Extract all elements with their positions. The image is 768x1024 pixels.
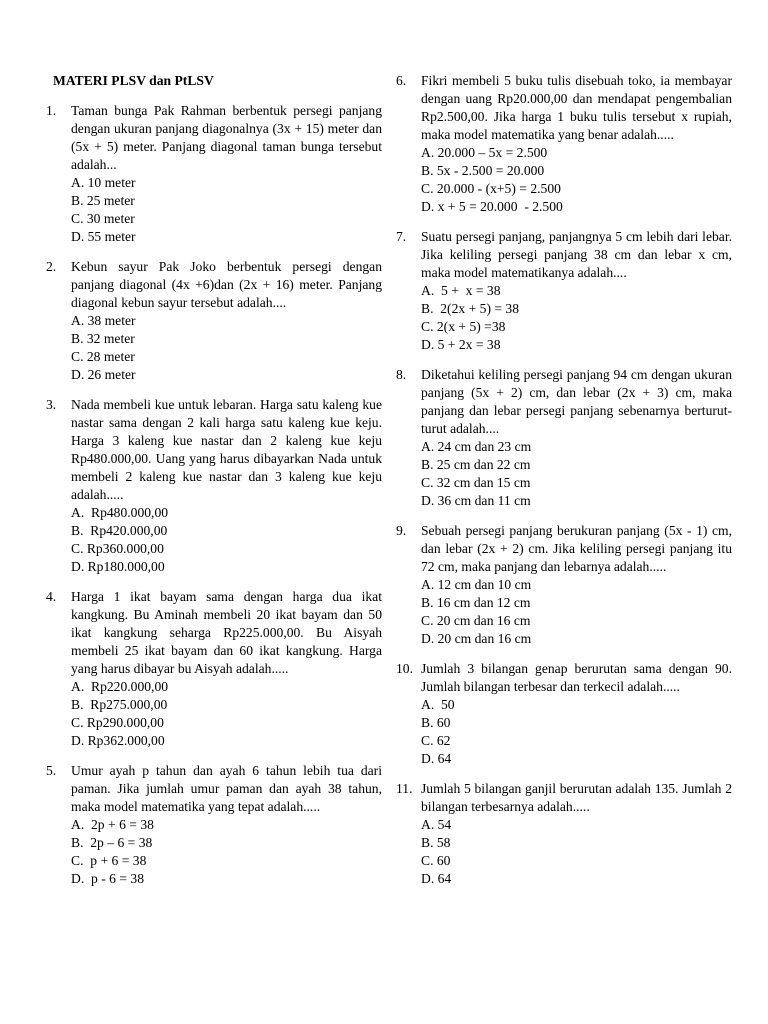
question-stem: Suatu persegi panjang, panjangnya 5 cm lebih dari lebar. Jika keliling persegi panjang 38 cm dan lebar x cm, maka model matematikanya adalah....: [421, 229, 732, 280]
answer-option: A. 38 meter: [71, 313, 136, 328]
answer-option: B. 32 meter: [71, 331, 135, 346]
question-number: 7.: [396, 229, 407, 244]
answer-option: C. Rp360.000,00: [71, 541, 164, 556]
answer-option: A. 20.000 – 5x = 2.500: [421, 145, 548, 160]
question-11: [396, 780, 732, 888]
answer-option: D. 5 + 2x = 38: [421, 337, 501, 352]
answer-option: D. 64: [421, 871, 452, 886]
question-body: [71, 762, 382, 888]
answer-option: D. 55 meter: [71, 229, 136, 244]
answer-option: B. 60: [421, 715, 451, 730]
question-list-right: [396, 72, 732, 888]
question-number: 5.: [46, 763, 57, 778]
answer-option: C. 2(x + 5) =38: [421, 319, 506, 334]
answer-option: C. p + 6 = 38: [71, 853, 147, 868]
question-4: [46, 588, 382, 750]
question-body: [71, 588, 382, 750]
answer-option: B. 25 cm dan 22 cm: [421, 457, 531, 472]
question-stem: Kebun sayur Pak Joko berbentuk persegi dengan panjang diagonal (4x +6)dan (2x + 16) meter. Panjang diagonal kebun sayur tersebut adalah....: [71, 259, 382, 310]
answer-option: A. Rp480.000,00: [71, 505, 169, 520]
question-stem: Nada membeli kue untuk lebaran. Harga satu kaleng kue nastar sama dengan 2 kali harga satu kaleng kue keju. Harga 3 kaleng kue nastar dan 2 kaleng kue keju Rp480.000,00. Uang yang harus dibayarkan Nada untuk membeli 2 kaleng kue nastar dan 3 kaleng kue keju adalah.....: [71, 397, 382, 502]
right-column: [396, 72, 732, 900]
answer-option: A. 54: [421, 817, 452, 832]
answer-option: B. Rp275.000,00: [71, 697, 168, 712]
question-1: [46, 102, 382, 246]
question-body: [71, 396, 382, 576]
answer-option: D. 64: [421, 751, 452, 766]
page-title: MATERI PLSV dan PtLSV: [53, 73, 214, 88]
answer-option: C. 20 cm dan 16 cm: [421, 613, 531, 628]
question-body: [421, 522, 732, 648]
question-stem: Diketahui keliling persegi panjang 94 cm dengan ukuran panjang (5x + 2) cm, dan lebar (2x + 3) cm, maka panjang dan lebar persegi panjang sebenarnya berturut-turut adalah....: [421, 367, 732, 436]
answer-option: C. 32 cm dan 15 cm: [421, 475, 531, 490]
question-stem: Jumlah 5 bilangan ganjil berurutan adalah 135. Jumlah 2 bilangan terbesarnya adalah.....: [421, 781, 732, 814]
answer-option: D. 20 cm dan 16 cm: [421, 631, 532, 646]
answer-option: A. 50: [421, 697, 455, 712]
question-10: [396, 660, 732, 768]
question-body: [421, 72, 732, 216]
question-9: [396, 522, 732, 648]
question-stem: Jumlah 3 bilangan genap berurutan sama dengan 90. Jumlah bilangan terbesar dan terkecil adalah.....: [421, 661, 732, 694]
question-stem: Fikri membeli 5 buku tulis disebuah toko, ia membayar dengan uang Rp20.000,00 dan mendapat pengembalian Rp2.500,00. Jika harga 1 buku tulis tersebut x rupiah, maka model matematika yang benar adalah.....: [421, 73, 732, 142]
answer-option: A. 5 + x = 38: [421, 283, 501, 298]
answer-option: A. 2p + 6 = 38: [71, 817, 154, 832]
answer-option: B. 2(2x + 5) = 38: [421, 301, 520, 316]
question-body: [421, 366, 732, 510]
question-3: [46, 396, 382, 576]
answer-option: B. 16 cm dan 12 cm: [421, 595, 531, 610]
question-number: 9.: [396, 523, 407, 538]
left-column: [46, 72, 382, 900]
question-2: [46, 258, 382, 384]
question-body: [421, 780, 732, 888]
question-stem: Harga 1 ikat bayam sama dengan harga dua ikat kangkung. Bu Aminah membeli 20 ikat bayam dan 50 ikat kangkung seharga Rp225.000,00. Bu Aisyah membeli 25 ikat bayam dan 60 ikat kangkung. Harga yang harus dibayar bu Aisyah adalah.....: [71, 589, 382, 676]
question-number: 2.: [46, 259, 57, 274]
question-number: 4.: [46, 589, 57, 604]
question-body: [421, 228, 732, 354]
answer-option: D. x + 5 = 20.000 - 2.500: [421, 199, 563, 214]
answer-option: B. 5x - 2.500 = 20.000: [421, 163, 545, 178]
answer-option: A. 12 cm dan 10 cm: [421, 577, 532, 592]
question-number: 6.: [396, 73, 407, 88]
answer-option: C. 30 meter: [71, 211, 135, 226]
answer-option: B. Rp420.000,00: [71, 523, 168, 538]
question-number: 11.: [396, 781, 413, 796]
answer-option: D. 36 cm dan 11 cm: [421, 493, 531, 508]
answer-option: C. 20.000 - (x+5) = 2.500: [421, 181, 561, 196]
question-number: 8.: [396, 367, 407, 382]
answer-option: B. 58: [421, 835, 451, 850]
question-5: [46, 762, 382, 888]
question-stem: Sebuah persegi panjang berukuran panjang (5x - 1) cm, dan lebar (2x + 2) cm. Jika keliling persegi panjang itu 72 cm, maka panjang dan lebarnya adalah.....: [421, 523, 732, 574]
answer-option: C. 60: [421, 853, 451, 868]
question-7: [396, 228, 732, 354]
answer-option: D. Rp180.000,00: [71, 559, 165, 574]
answer-option: D. p - 6 = 38: [71, 871, 144, 886]
question-body: [71, 102, 382, 246]
answer-option: D. 26 meter: [71, 367, 136, 382]
answer-option: D. Rp362.000,00: [71, 733, 165, 748]
question-list-left: [46, 102, 382, 888]
question-stem: Umur ayah p tahun dan ayah 6 tahun lebih tua dari paman. Jika jumlah umur paman dan ayah 38 tahun, maka model matematika yang tepat adalah.....: [71, 763, 382, 814]
answer-option: A. 10 meter: [71, 175, 136, 190]
answer-option: C. 62: [421, 733, 451, 748]
answer-option: B. 25 meter: [71, 193, 135, 208]
question-6: [396, 72, 732, 216]
answer-option: C. 28 meter: [71, 349, 135, 364]
question-number: 1.: [46, 103, 57, 118]
question-number: 10.: [396, 661, 413, 676]
question-body: [421, 660, 732, 768]
answer-option: C. Rp290.000,00: [71, 715, 164, 730]
answer-option: A. 24 cm dan 23 cm: [421, 439, 532, 454]
answer-option: B. 2p – 6 = 38: [71, 835, 153, 850]
question-stem: Taman bunga Pak Rahman berbentuk persegi panjang dengan ukuran panjang diagonalnya (3x + 15) meter dan (5x + 5) meter. Panjang diagonal taman bunga tersebut adalah...: [71, 103, 382, 172]
question-body: [71, 258, 382, 384]
answer-option: A. Rp220.000,00: [71, 679, 169, 694]
question-8: [396, 366, 732, 510]
question-number: 3.: [46, 397, 57, 412]
